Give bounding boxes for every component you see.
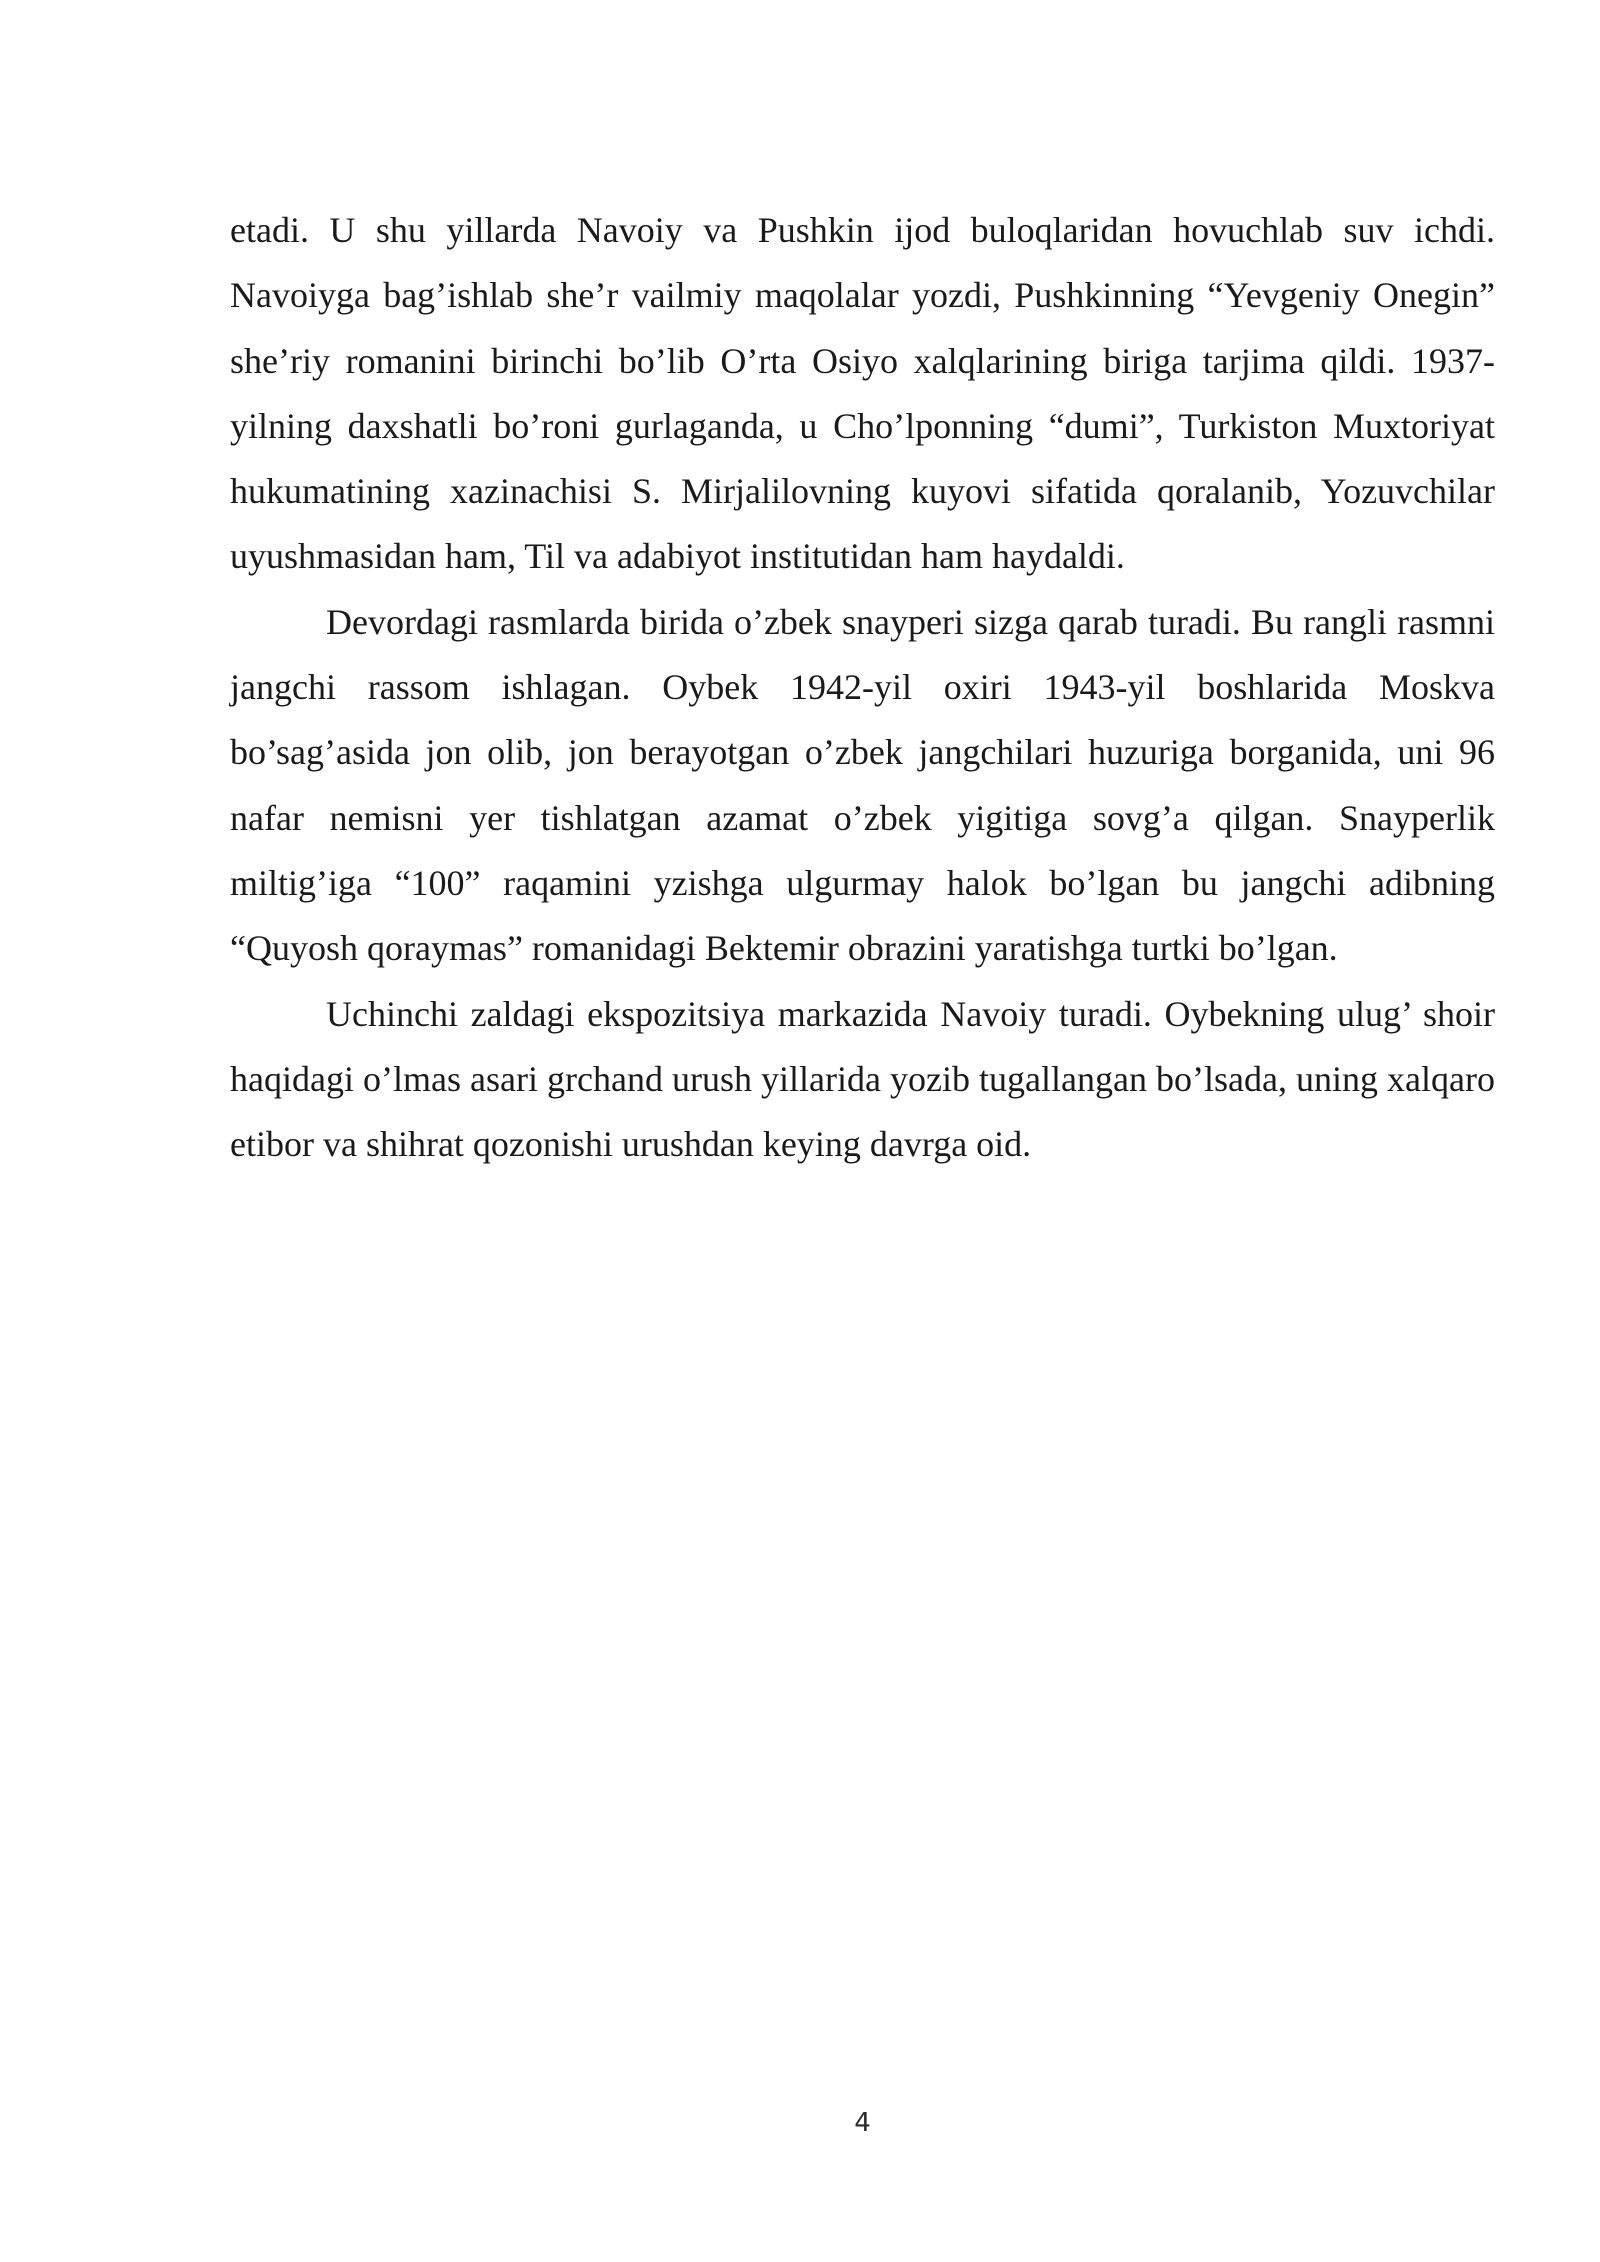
page-number: 4 (854, 2108, 871, 2138)
paragraph-continuation: etadi. U shu yillarda Navoiy va Pushkin ijod buloqlaridan hovuchlab suv ichdi. Navoiyga bag’ishlab she’r vailmiy maqolalar yozdi, Pushkinning “Yevgeniy Onegin” she’riy romanini birinchi bo’lib O’rta Osiyo xalqlarining biriga tarjima qildi. 1937-yilning daxshatli bo’roni gurlaganda, u Cho’lponning “dumi”, Turkiston Muxtoriyat hukumatining xazinachisi S. Mirjalilovning kuyovi sifatida qoralanib, Yozuvchilar uyushmasidan ham, Til va adabiyot institutidan ham haydaldi. (230, 210, 1495, 577)
paragraph-sniper-painting: Devordagi rasmlarda birida o’zbek snayperi sizga qarab turadi. Bu rangli rasmni jangchi rassom ishlagan. Oybek 1942-yil oxiri 1943-yil boshlarida Moskva bo’sag’asida jon olib, jon berayotgan o’zbek jangchilari huzuriga borganida, uni 96 nafar nemisni yer tishlatgan azamat o’zbek yigitiga sovg’a qilgan. Snayperlik miltig’iga “100” raqamini yzishga ulgurmay halok bo’lgan bu jangchi adibning “Quyosh qoraymas” romanidagi Bektemir obrazini yaratishga turtki bo’lgan. (230, 601, 1495, 969)
body-text (230, 198, 1495, 1177)
paragraph-third-hall: Uchinchi zaldagi ekspozitsiya markazida Navoiy turadi. Oybekning ulug’ shoir haqidagi o’lmas asari grchand urush yillarida yozib tugallangan bo’lsada, uning xalqaro etibor va shihrat qozonishi urushdan keying davrga oid. (230, 993, 1495, 1165)
